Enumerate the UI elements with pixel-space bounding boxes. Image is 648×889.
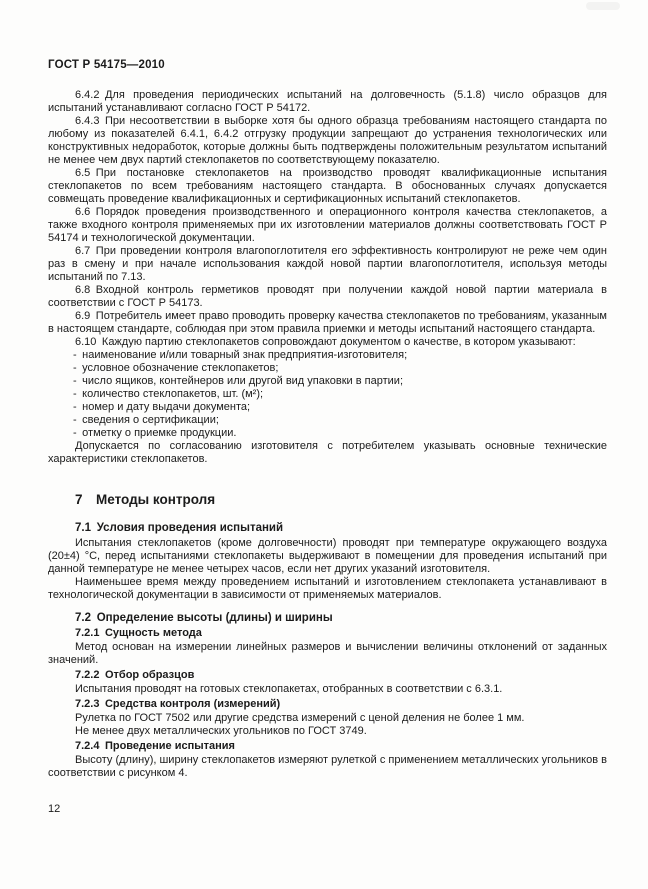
paragraph-6-6: 6.6 Порядок проведения производственного и операционного контроля качества стеклопакетов, а также входного контроля применяемых при их изготовлении материалов должны соответствовать ГОСТ Р 54174 и технологической документации. [48,206,607,244]
paragraph-6-4-3: 6.4.3 При несоответствии в выборке хотя бы одного образца требованиям настоящего стандарта по любому из показателей 6.4.1, 6.4.2 отгрузку продукции запрещают до устранения технологических или конструктивных недоработок, которые должны быть подтверждены положительным результатом испытаний не менее чем двух партий стеклопакетов по соответствующему показателю. [48,115,607,166]
clause-7-2-1-heading: 7.2.1 Сущность метода [75,627,202,639]
subsection-7-2-heading: 7.2 Определение высоты (длины) и ширины [75,612,333,624]
paragraph-7-2-3-body-2: Не менее двух металлических угольников по ГОСТ 3749. [75,725,367,737]
paragraph-6-9: 6.9 Потребитель имеет право проводить проверку качества стеклопакетов по требованиям, указанным в настоящем стандарте, соблюдая при этом правила приемки и методы испытаний настоящего стандарта. [48,310,607,335]
subsection-7-1-heading: 7.1 Условия проведения испытаний [75,522,284,534]
paragraph-6-10: 6.10 Каждую партию стеклопакетов сопровождают документом о качестве, в котором указывают: [75,336,576,348]
scan-artifact [586,2,620,10]
paragraph-6-8: 6.8 Входной контроль герметиков проводят при получении каждой новой партии материала в соответствии с ГОСТ Р 54173. [48,284,607,309]
page-header: ГОСТ Р 54175—2010 [48,59,165,71]
paragraph-7-2-3-body-1: Рулетка по ГОСТ 7502 или другие средства измерений с ценой деления не более 1 мм. [75,712,525,724]
paragraph-7-2-4-body: Высоту (длину), ширину стеклопакетов измеряют рулеткой с применением металлических угольников в соответствии с рисунком 4. [48,754,607,779]
clause-7-2-4-heading: 7.2.4 Проведение испытания [75,740,235,752]
list-item: - наименование и/или товарный знак предприятия-изготовителя; [73,349,408,361]
paragraph-7-2-2-body: Испытания проводят на готовых стеклопакетах, отобранных в соответствии с 6.3.1. [75,683,503,695]
paragraph-7-1-body-1: Испытания стеклопакетов (кроме долговечности) проводят при температуре окружающего воздуха (20±4) °С, перед испытаниями стеклопакеты выдерживают в помещении для проведения испытаний при данной температуре не менее четырех часов, если нет других указаний изготовителя. [48,537,607,575]
list-item: - сведения о сертификации; [73,414,219,426]
list-item: - условное обозначение стеклопакетов; [73,362,279,374]
list-item: - число ящиков, контейнеров или другой вид упаковки в партии; [73,375,403,387]
page-number: 12 [48,803,61,815]
list-item: - номер и дату выдачи документа; [73,401,251,413]
paragraph-7-2-1-body: Метод основан на измерении линейных размеров и вычислении величины отклонений от заданных значений. [48,641,607,666]
list-item: - количество стеклопакетов, шт. (м²); [73,388,264,400]
list-item: - отметку о приемке продукции. [73,427,237,439]
section-7-heading: 7 Методы контроля [75,492,216,507]
paragraph-allowance: Допускается по согласованию изготовителя с потребителем указывать основные технические характеристики стеклопакетов. [48,440,607,465]
paragraph-6-5: 6.5 При постановке стеклопакетов на производство проводят квалификационные испытания стеклопакетов по всем требованиям настоящего стандарта. В обоснованных случаях допускается совмещать проведение квалификационных и сертификационных испытаний стеклопакетов. [48,167,607,205]
paragraph-6-7: 6.7 При проведении контроля влагопоглотителя его эффективность контролируют не реже чем один раз в смену и при начале использования каждой новой партии влагопоглотителя, используя методы испытаний по 7.13. [48,245,607,283]
clause-7-2-3-heading: 7.2.3 Средства контроля (измерений) [75,698,281,710]
clause-7-2-2-heading: 7.2.2 Отбор образцов [75,669,195,681]
paragraph-6-4-2: 6.4.2 Для проведения периодических испытаний на долговечность (5.1.8) число образцов для испытаний устанавливают согласно ГОСТ Р 54172. [48,89,607,114]
paragraph-7-1-body-2: Наименьшее время между проведением испытаний и изготовлением стеклопакета устанавливают в технологической документации в зависимости от применяемых материалов. [48,576,607,601]
